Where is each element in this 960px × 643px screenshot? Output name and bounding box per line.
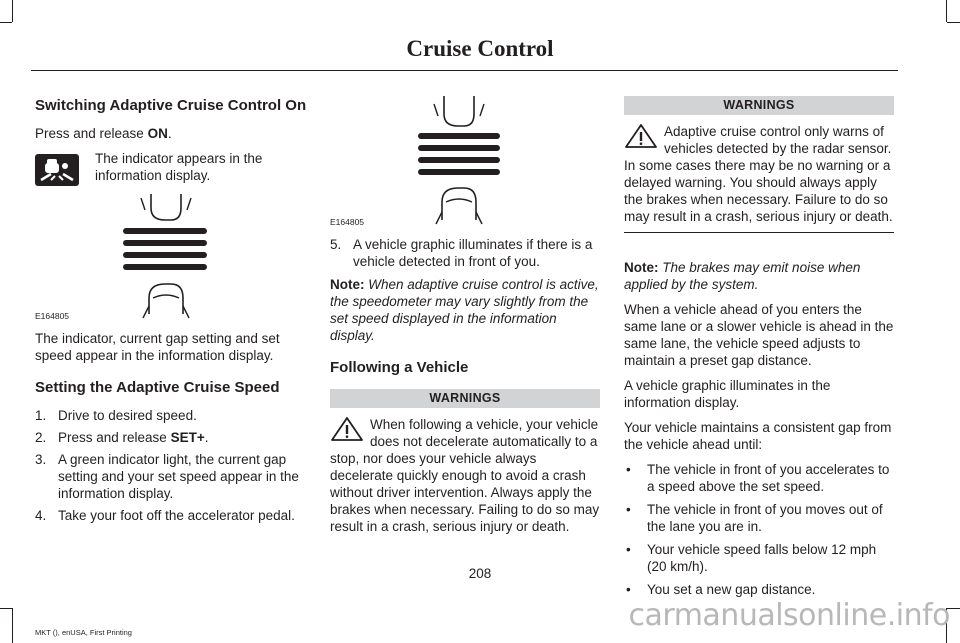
- warning-triangle-icon: [330, 416, 364, 442]
- crop-mark: [947, 22, 960, 23]
- section-heading: Setting the Adaptive Cruise Speed: [35, 379, 280, 396]
- list-item: • Your vehicle speed falls below 12 mph (20 km/h).: [626, 542, 877, 574]
- adaptive-cruise-indicator-icon: [35, 154, 79, 186]
- list-item: • The vehicle in front of you accelerates to a speed above the set speed.: [626, 462, 890, 494]
- step-list: [35, 407, 308, 524]
- crop-mark: [12, 0, 13, 22]
- instruction-text: Press and release ON.: [35, 126, 172, 141]
- note: Note: When adaptive cruise control is active, the speedometer may vary slightly from the set speed displayed in the information display.: [330, 277, 599, 343]
- footer-text: MKT (), enUSA, First Printing: [35, 628, 132, 637]
- warning-box: [624, 96, 894, 233]
- warnings-header: WARNINGS: [624, 96, 894, 115]
- warning-text: Adaptive cruise control only warns of vehicles detected by the radar sensor. In some cases there may be no warning or a delayed warning. You should always apply the brakes when necessary. Failure to do so may result in a crash, serious injury or death.: [624, 124, 893, 224]
- body-paragraph: A vehicle graphic illuminates in the information display.: [624, 378, 831, 410]
- page-number: 208: [468, 566, 492, 581]
- list-item: 5. A vehicle graphic illuminates if there is a vehicle detected in front of you.: [330, 237, 593, 269]
- gap-distance-graphic: [330, 96, 600, 230]
- list-item: 2. Press and release SET+.: [35, 430, 209, 445]
- section-heading: Following a Vehicle: [330, 359, 469, 376]
- figure-code: E164805: [35, 311, 70, 321]
- gap-distance-figure: [35, 194, 308, 324]
- key-set-plus: SET+: [170, 430, 205, 445]
- warning-divider: [624, 232, 894, 233]
- column-right: [624, 96, 894, 604]
- indicator-description: The indicator appears in the information display.: [95, 151, 263, 183]
- list-item: 4. Take your foot off the accelerator pedal.: [35, 508, 295, 523]
- warning-box: [330, 389, 600, 535]
- header-divider: [31, 70, 898, 71]
- list-item: 3. A green indicator light, the current gap setting and your set speed appear in the information display.: [35, 452, 299, 501]
- section-heading: Switching Adaptive Cruise Control On: [35, 97, 307, 114]
- warnings-header: WARNINGS: [330, 389, 600, 408]
- body-paragraph: Your vehicle maintains a consistent gap from the vehicle ahead until:: [624, 420, 892, 452]
- crop-mark: [946, 0, 947, 22]
- gap-distance-graphic: [35, 194, 308, 324]
- column-middle: [330, 96, 600, 535]
- crop-mark: [12, 608, 13, 643]
- body-paragraph: The indicator, current gap setting and set speed appear in the information display.: [35, 331, 280, 363]
- gap-distance-figure: [330, 96, 600, 230]
- figure-code: E164805: [330, 217, 365, 227]
- key-on: ON: [147, 126, 168, 141]
- warning-text: When following a vehicle, your vehicle does not decelerate automatically to a stop, nor does your vehicle always decelerate quickly enough to avoid a crash without driver intervention. Always apply the brakes when necessary. Failing to do so may result in a crash, serious injury or death.: [330, 417, 600, 534]
- note: Note: The brakes may emit noise when applied by the system.: [624, 260, 861, 292]
- list-item: 1. Drive to desired speed.: [35, 408, 197, 423]
- body-paragraph: When a vehicle ahead of you enters the same lane or a slower vehicle is ahead in the same lane, the vehicle speed adjusts to maintain a preset gap distance.: [624, 302, 894, 368]
- list-item: • The vehicle in front of you moves out of the lane you are in.: [626, 502, 883, 534]
- step-list: [330, 236, 600, 270]
- crop-mark: [0, 22, 12, 23]
- page-title: Cruise Control: [406, 36, 554, 61]
- crop-mark: [0, 608, 12, 609]
- warning-triangle-icon: [624, 123, 658, 149]
- indicator-figure: [35, 150, 308, 190]
- list-item: • You set a new gap distance.: [626, 582, 816, 597]
- watermark: carmanualsonline.info: [628, 598, 950, 633]
- column-left: [35, 96, 308, 530]
